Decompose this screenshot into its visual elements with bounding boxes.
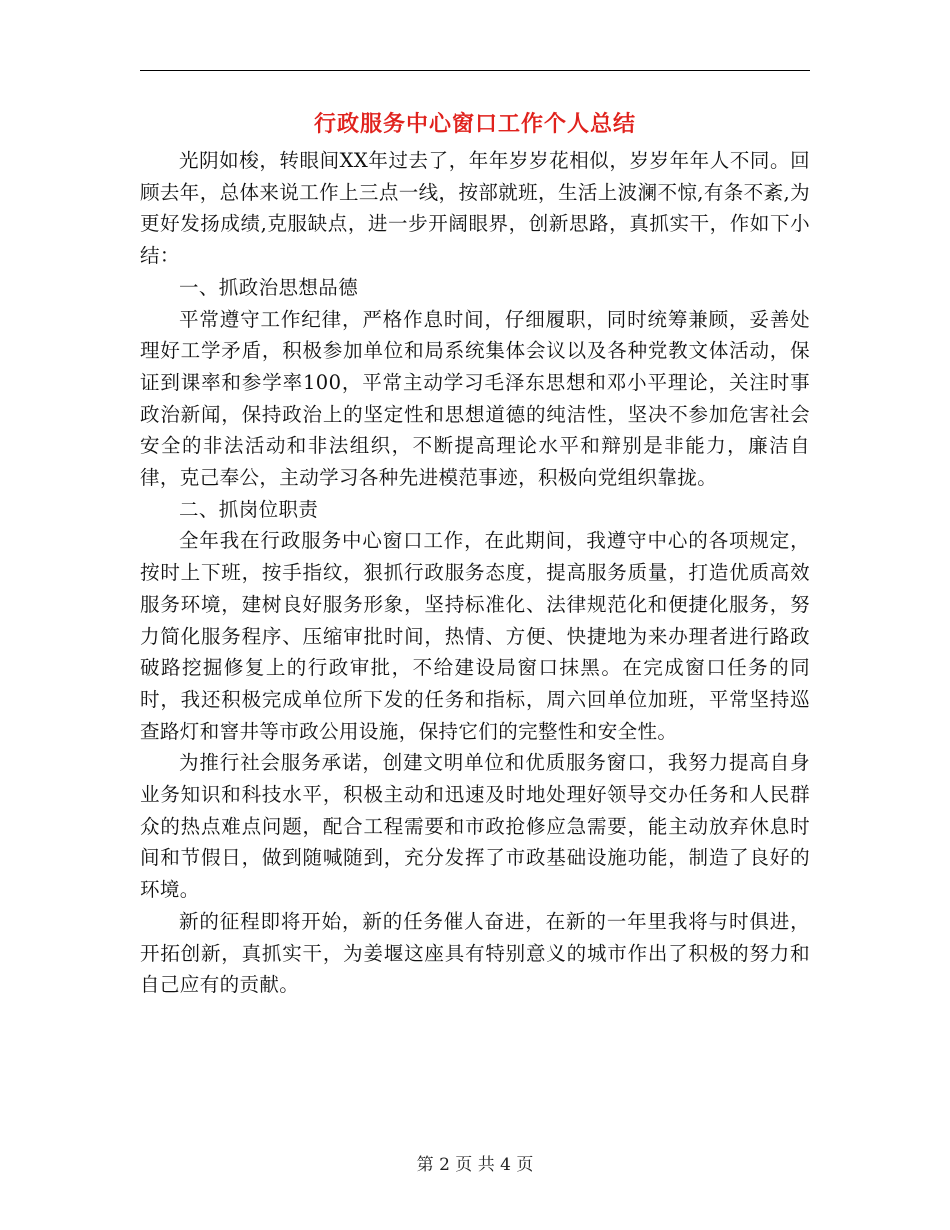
paragraph-closing: 新的征程即将开始，新的任务催人奋进，在新的一年里我将与时俱进，开拓创新，真抓实干，为姜堰这座具有特别意义的城市作出了积极的努力和自己应有的贡献。 bbox=[140, 909, 810, 997]
section-heading-duties: 二、抓岗位职责 bbox=[179, 497, 319, 521]
paragraph-politics: 平常遵守工作纪律，严格作息时间，仔细履职，同时统筹兼顾，妥善处理好工学矛盾，积极参加单位和局系统集体会议以及各种党教文体活动，保证到课率和参学率100，平常主动学习毛泽东思想和邓小平理论，关注时事政治新闻，保持政治上的坚定性和思想道德的纯洁性，坚决不参加危害社会安全的非法活动和非法组织，不断提高理论水平和辩别是非能力，廉洁自律，克己奉公，主动学习各种先进模范事迹，积极向党组织靠拢。 bbox=[140, 307, 810, 490]
document-title: 行政服务中心窗口工作个人总结 bbox=[313, 111, 636, 137]
header-rule bbox=[140, 70, 810, 71]
page-number: 第 2 页 共 4 页 bbox=[416, 1155, 534, 1175]
section-heading-politics: 一、抓政治思想品德 bbox=[179, 275, 359, 299]
paragraph-duties: 全年我在行政服务中心窗口工作，在此期间，我遵守中心的各项规定，按时上下班，按手指纹，狠抓行政服务态度，提高服务质量，打造优质高效服务环境，建树良好服务形象，坚持标准化、法律规范化和便捷化服务，努力简化服务程序、压缩审批时间，热情、方便、快捷地为来办理者进行路政破路挖掘修复上的行政审批，不给建设局窗口抹黑。在完成窗口任务的同时，我还积极完成单位所下发的任务和指标，周六回单位加班，平常坚持巡查路灯和窨井等市政公用设施，保持它们的完整性和安全性。 bbox=[140, 529, 810, 743]
paragraph-service: 为推行社会服务承诺，创建文明单位和优质服务窗口，我努力提高自身业务知识和科技水平，积极主动和迅速及时地处理好领导交办任务和人民群众的热点难点问题，配合工程需要和市政抢修应急需要，能主动放弃休息时间和节假日，做到随喊随到，充分发挥了市政基础设施功能，制造了良好的环境。 bbox=[140, 751, 810, 902]
page-footer bbox=[140, 1152, 810, 1178]
document-body bbox=[140, 145, 810, 1001]
paragraph-intro: 光阴如梭，转眼间XX年过去了，年年岁岁花相似，岁岁年年人不同。回顾去年，总体来说工作上三点一线，按部就班，生活上波澜不惊,有条不紊,为更好发扬成绩,克服缺点，进一步开阔眼界，创新思路，真抓实干，作如下小结： bbox=[140, 149, 810, 268]
